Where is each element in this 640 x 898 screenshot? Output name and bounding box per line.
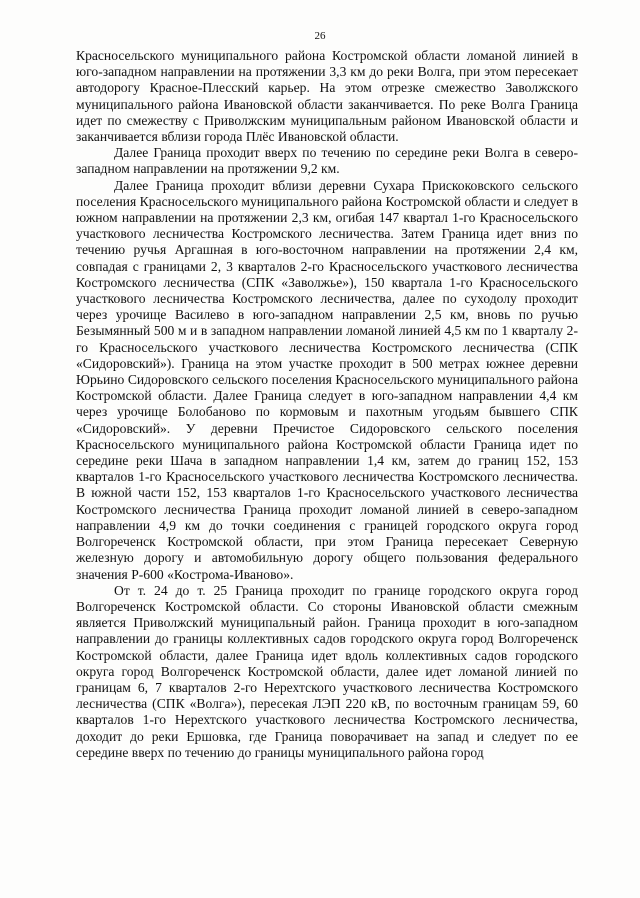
paragraph-continuation: Красносельского муниципального района Костромской области ломаной линией в юго-западном направлении на протяжении 3,3 км до реки Волга, при этом пересекает автодорогу Красное-Плесский карьер. На этом отрезке смежество Заволжского муниципального района Ивановской области заканчивается. По реке Волга Граница идет по смежеству с Приволжским муниципальным районом Ивановской области и заканчивается вблизи города Плёс Ивановской области.	[76, 48, 578, 145]
document-body	[76, 48, 578, 761]
paragraph: Далее Граница проходит вблизи деревни Сухара Прискоковского сельского поселения Красносельского муниципального района Костромской области и следует в южном направлении на протяжении 2,3 км, огибая 147 квартал 1-го Красносельского участкового лесничества Костромского лесничества. Затем Граница идет вниз по течению ручья Аргашная в юго-восточном направлении на протяжении 2,4 км, совпадая с границами 2, 3 кварталов 2-го Красносельского участкового лесничества Костромского лесничества (СПК «Заволжье»), 150 квартала 1-го Красносельского участкового лесничества Костромского лесничества, далее по суходолу проходит через урочище Василево в юго-западном направлении 2,5 км, вновь по ручью Безымянный 500 м и в западном направлении ломаной линией 4,5 км по 1 кварталу 2-го Красносельского участкового лесничества Костромского лесничества (СПК «Сидоровский»). Граница на этом участке проходит в 500 метрах южнее деревни Юрьино Сидоровского сельского поселения Красносельского муниципального района Костромской области. Далее Граница следует в юго-западном направлении 4,4 км через урочище Болобаново по кормовым и пахотным угодьям бывшего СПК «Сидоровский». У деревни Пречистое Сидоровского сельского поселения Красносельского муниципального района Костромской области Граница идет по середине реки Шача в западном направлении 1,4 км, затем до границ 152, 153 кварталов 1-го Красносельского участкового лесничества Костромского лесничества. В южной части 152, 153 кварталов 1-го Красносельского участкового лесничества Костромского лесничества Граница проходит ломаной линией в северо-западном направлении 4,9 км до точки соединения с границей городского округа город Волгореченск Костромской области, при этом Граница пересекает Северную железную дорогу и автомобильную дорогу общего пользования федерального значения Р-600 «Кострома-Иваново».	[76, 177, 578, 582]
paragraph: От т. 24 до т. 25 Граница проходит по границе городского округа город Волгореченск Костромской области. Со стороны Ивановской области смежным является Приволжский муниципальный район. Граница проходит в юго-западном направлении до границы коллективных садов городского округа город Волгореченск Костромской области, далее Граница идет вдоль коллективных садов городского округа город Волгореченск Костромской области, далее идет ломаной линией по границам 6, 7 кварталов 2-го Нерехтского участкового лесничества Костромского лесничества (СПК «Волга»), пересекая ЛЭП 220 кВ, по восточным границам 59, 60 кварталов 1-го Нерехтского участкового лесничества Костромского лесничества, доходит до реки Ершовка, где Граница поворачивает на запад и следует по ее середине вверх по течению до границы муниципального района город	[76, 582, 578, 760]
page-number: 26	[314, 30, 326, 42]
paragraph: Далее Граница проходит вверх по течению по середине реки Волга в северо-западном направлении на протяжении 9,2 км.	[76, 145, 578, 177]
